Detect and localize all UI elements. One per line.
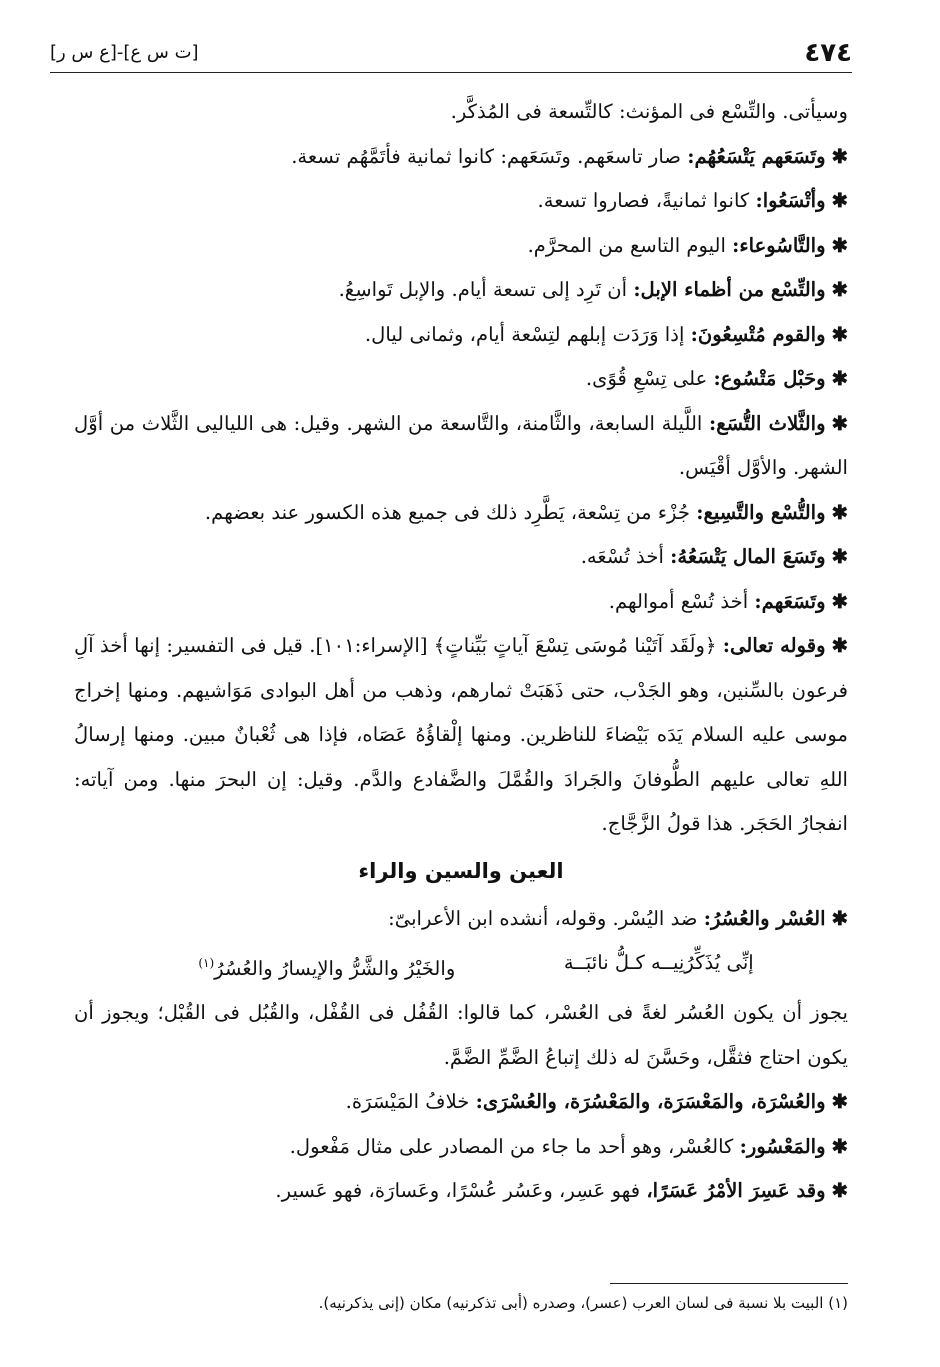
entry-headword: والتَّاسُوعاء:: [732, 233, 826, 257]
entry-text: على تِسْعِ قُوًى.: [585, 367, 714, 390]
entry-text: كالعُسْر، وهو أحد ما جاء من المصادر على مثال مَفْعول.: [289, 1134, 740, 1158]
asterisk-icon: ✱: [831, 634, 848, 657]
entry-line: [74, 1125, 848, 1170]
entry-headword: والمَعْسُور:: [739, 1134, 826, 1158]
entry-line: [74, 135, 848, 180]
entry-line: [74, 179, 848, 224]
entry-line: [74, 313, 848, 358]
entry-headword: والتُّسْع والتَّسِيع:: [696, 500, 826, 524]
entry-line: [74, 897, 848, 942]
entry-line: [74, 1169, 848, 1214]
page-number: ٤٧٤: [804, 38, 852, 68]
asterisk-icon: ✱: [831, 144, 848, 168]
entry-text: اللَّيلة السابعة، والثَّامنة، والتَّاسعة من الشهر. وقيل: هى اللياليى الثَّلاث من أوَّل الشهر. والأوَّل أقْيَس.: [74, 411, 848, 479]
asterisk-icon: ✱: [831, 1134, 848, 1158]
body-text: [74, 90, 848, 1214]
entry-text: جُزْء من تِسْعة، يَطَّرِد ذلك فى جميع هذه الكسور عند بعضهم.: [204, 500, 697, 524]
entry-text: خلافُ المَيْسَرَة.: [345, 1090, 476, 1114]
asterisk-icon: ✱: [831, 367, 848, 390]
entry-headword: والتِّسْع من أظماء الإبل:: [633, 278, 826, 301]
entry-text: صار تاسعَهم. وتَسَعَهم: كانوا ثمانية فأتَمَّهُم تسعة.: [291, 144, 688, 168]
asterisk-icon: ✱: [831, 545, 848, 568]
entry-text: أخذ تُسْعَه.: [580, 545, 671, 568]
entry-text: أخذ تُسْع أموالهم.: [608, 589, 755, 613]
asterisk-icon: ✱: [831, 411, 848, 435]
entry-line: [74, 357, 848, 402]
entry-line: [74, 491, 848, 536]
entry-text: وسيأتى. والتِّسْع فى المؤنث: كالتِّسعة فى المُذكَّر.: [450, 100, 848, 123]
asterisk-icon: ✱: [831, 1090, 848, 1114]
verse-hemistich-first: إنِّى يُذَكِّرُنِيــه كـلُّ نائبَــة: [563, 951, 754, 974]
entry-headword: والثَّلاث التُّسَع:: [708, 411, 826, 435]
asterisk-icon: ✱: [831, 500, 848, 524]
asterisk-icon: ✱: [831, 278, 848, 301]
entry-line: [74, 624, 848, 847]
entry-line: [74, 90, 848, 135]
entry-text: ضد اليُسْر. وقوله، أنشده ابن الأعرابىّ:: [388, 906, 704, 930]
commentary-paragraph: يجوز أن يكون العُسُر لغةً فى العُسْر، كما قالوا: القُفُل فى القُفْل، والقُبُل فى القُبْل؛ ويجوز أن يكون احتاج فثقَّل، وحَسَّنَ له ذلك إتباعُ الضَّمِّ الضَّمَّ.: [74, 1001, 848, 1069]
footnote-marker: (١): [198, 956, 215, 970]
entry-headword: وتَسَعَهم يَتْسَعُهُم:: [687, 144, 826, 168]
section-title: العين والسين والراء: [358, 858, 564, 883]
entry-headword: وتَسَعَهم:: [754, 589, 826, 613]
entry-line: [74, 580, 848, 625]
entry-line: [74, 224, 848, 269]
entry-text: ﴿ولَقَد آتَيْنا مُوسَى تِسْعَ آياتٍ بَيِّناتٍ﴾ [الإسراء:١٠١]. قيل فى التفسير: إنها أخذ آلِ فرعون بالسِّنين، وهو الجَدْب، حتى ذَهَبَتْ ثمارهم، وذهب من أهل البوادى مَوَاشيهم. ومنها إخراج موسى عليه السلام يَدَه بَيْضاءَ للناظرين. ومنها إلْقاؤُهُ عَصَاه، فإذا هى ثُعْبانٌ مبين. ومنها إرسالُ اللهِ تعالى عليهم الطُّوفانَ والجَرادَ والقُمَّلَ والضَّفادع والدَّم. وقيل: إن البحرَ منها. ومن آياته: انفجارُ الحَجَر. هذا قولُ الزَّجَّاج.: [74, 634, 848, 835]
entry-headword: وتَسَعَ المال يَتْسَعُهُ:: [670, 545, 826, 568]
entry-line: [74, 1080, 848, 1125]
entry-line: [74, 268, 848, 313]
entry-headword: والعُسْرَة، والمَعْسَرَة، والمَعْسُرَة، والعُسْرَى:: [475, 1090, 826, 1114]
page-header: [50, 38, 852, 73]
entry-headword: وحَبْل مَتْسُوع:: [713, 367, 826, 390]
entry-text: فهو عَسِر، وعَسُر عُسْرًا، وعَسارَة، فهو عَسير.: [275, 1179, 647, 1203]
entry-headword: وأتْسَعُوا:: [755, 189, 826, 212]
asterisk-icon: ✱: [831, 322, 848, 346]
asterisk-icon: ✱: [831, 1179, 848, 1203]
entry-line: [74, 402, 848, 491]
entry-headword: وقد عَسِرَ الأمْرُ عَسَرًا،: [646, 1179, 826, 1203]
entry-line: [74, 535, 848, 580]
verse-hemistich-second-text: والخَيْرُ والشَّرُّ والإيسارُ والعُسُرُ: [214, 956, 456, 980]
entry-headword: العُسْر والعُسُرُ:: [703, 906, 826, 930]
verse-hemistich-second: [198, 941, 455, 991]
footnote: (١) البيت بلا نسبة فى لسان العرب (عسر)، وصدره (أبى تذكرنيه) مكان (إنى يذكرنيه).: [318, 1294, 848, 1312]
footnote-divider: [610, 1283, 848, 1284]
poetry-verse: [74, 941, 848, 991]
running-head: [ت س ع]-[ع س ر]: [50, 42, 199, 63]
asterisk-icon: ✱: [831, 589, 848, 613]
entry-headword: والقوم مُتْسِعُونَ:: [690, 322, 826, 346]
asterisk-icon: ✱: [831, 233, 848, 257]
entry-text: كانوا ثمانيةً، فصاروا تسعة.: [537, 189, 756, 212]
entry-text: اليوم التاسع من المحرَّم.: [527, 233, 733, 257]
asterisk-icon: ✱: [831, 189, 848, 212]
asterisk-icon: ✱: [831, 906, 848, 930]
entry-text: إذا وَرَدَت إبلهم لتِسْعة أيام، وثمانى ليال.: [364, 322, 691, 346]
entry-text: أن تَرِد إلى تسعة أيام. والإبل تَواسِعُ.: [338, 278, 634, 301]
entry-headword: وقوله تعالى:: [722, 634, 826, 657]
